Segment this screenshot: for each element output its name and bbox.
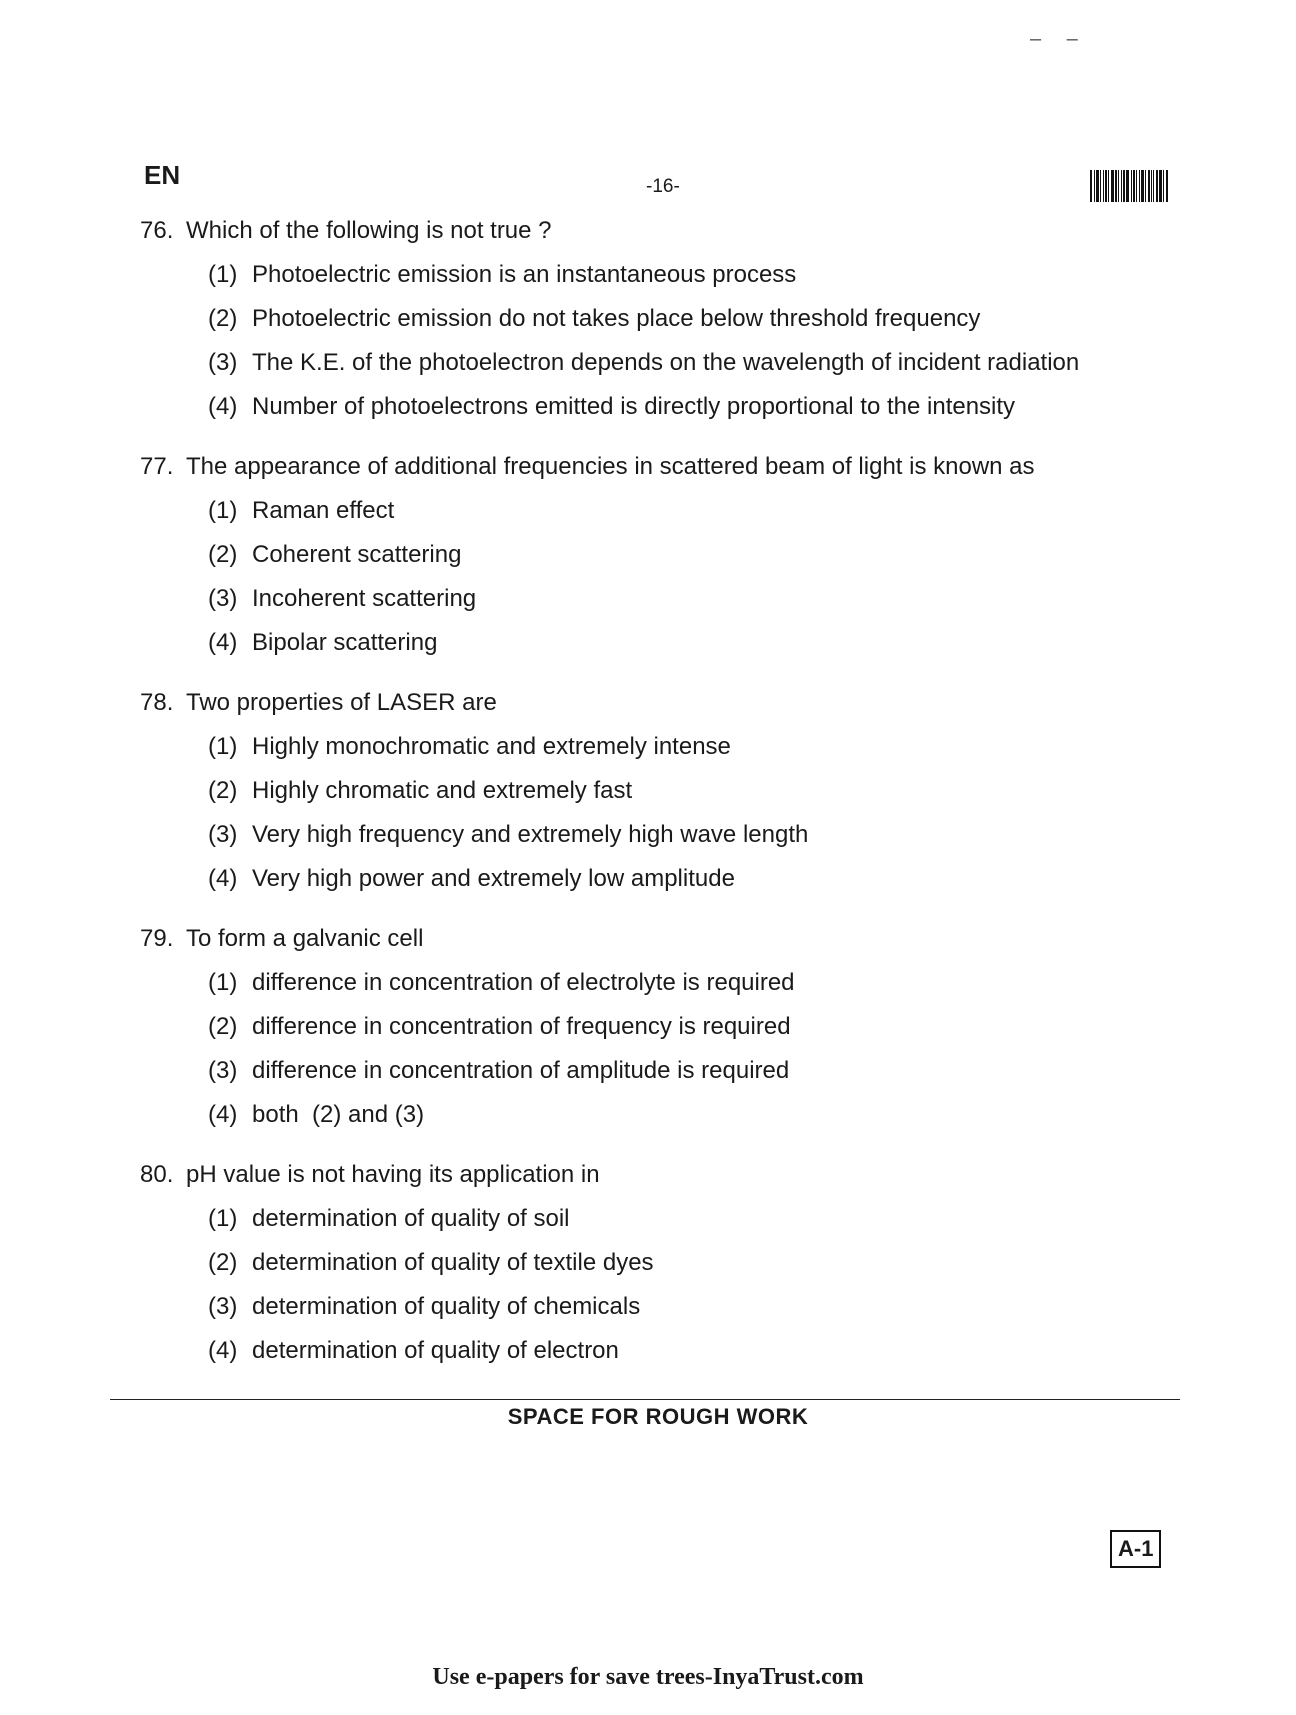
question-text: To form a galvanic cell [186, 925, 424, 952]
option [208, 966, 1160, 1000]
barcode-bar [1121, 170, 1122, 202]
option-number: (2) [208, 777, 238, 804]
question-list [140, 214, 1160, 1394]
barcode-bar [1151, 170, 1152, 202]
question-80 [140, 1158, 1160, 1368]
set-code-box: A-1 [1110, 1530, 1161, 1568]
option-number: (2) [208, 305, 238, 332]
option-text: Incoherent scattering [252, 585, 477, 612]
option-text: Bipolar scattering [252, 629, 438, 656]
option-text: Raman effect [252, 497, 395, 524]
option [208, 390, 1160, 424]
page-number: -16- [646, 176, 680, 197]
top-margin-marks: – – [1030, 28, 1088, 50]
language-code: EN [144, 160, 181, 190]
option-number: (3) [208, 1057, 238, 1084]
barcode-bar [1100, 170, 1101, 202]
question-stem [140, 922, 1160, 956]
question-stem [140, 686, 1160, 720]
option [208, 862, 1160, 896]
option-number: (3) [208, 585, 238, 612]
option-text: The K.E. of the photoelectron depends on the wavelength of incident radiation [252, 349, 1080, 376]
option [208, 538, 1160, 572]
option-number: (3) [208, 821, 238, 848]
option-text: Highly chromatic and extremely fast [252, 777, 633, 804]
option-number: (4) [208, 1337, 238, 1364]
option [208, 346, 1160, 380]
barcode-bar [1096, 170, 1099, 202]
option [208, 302, 1160, 336]
option-text: determination of quality of electron [252, 1337, 619, 1364]
barcode-bar [1148, 170, 1150, 202]
option-number: (1) [208, 969, 238, 996]
divider-line [110, 1399, 1180, 1400]
option-text: Very high frequency and extremely high wave length [252, 821, 809, 848]
barcode-bar [1133, 170, 1135, 202]
question-number: 78. [140, 689, 174, 716]
option-list [208, 1202, 1160, 1368]
option-number: (4) [208, 393, 238, 420]
option-text: Highly monochromatic and extremely intense [252, 733, 731, 760]
barcode-bar [1136, 170, 1137, 202]
option-text: determination of quality of soil [252, 1205, 570, 1232]
option-list [208, 258, 1160, 424]
option [208, 1054, 1160, 1088]
barcode-bar [1126, 170, 1129, 202]
option-number: (4) [208, 865, 238, 892]
barcode-bar [1141, 170, 1144, 202]
option-number: (4) [208, 629, 238, 656]
question-78 [140, 686, 1160, 896]
option-number: (4) [208, 1101, 238, 1128]
question-number: 80. [140, 1161, 174, 1188]
barcode-bar [1115, 170, 1117, 202]
barcode-bar [1118, 170, 1119, 202]
question-number: 77. [140, 453, 174, 480]
question-number: 76. [140, 217, 174, 244]
option-number: (1) [208, 1205, 238, 1232]
barcode-bar [1131, 170, 1132, 202]
barcode-bar [1123, 170, 1125, 202]
barcode-bar [1108, 170, 1109, 202]
option [208, 494, 1160, 528]
barcode-bar [1090, 170, 1092, 202]
option [208, 1246, 1160, 1280]
option [208, 582, 1160, 616]
option-text: both (2) and (3) [252, 1101, 425, 1128]
option [208, 1202, 1160, 1236]
option-text: Coherent scattering [252, 541, 462, 568]
option-number: (1) [208, 497, 238, 524]
question-76 [140, 214, 1160, 424]
option-text: Photoelectric emission do not takes place below threshold frequency [252, 305, 981, 332]
option-number: (2) [208, 1013, 238, 1040]
barcode-bar [1166, 170, 1168, 202]
option [208, 626, 1160, 660]
barcode-bar [1159, 170, 1162, 202]
option [208, 1098, 1160, 1132]
option-number: (3) [208, 1293, 238, 1320]
option-text: determination of quality of chemicals [252, 1293, 641, 1320]
option [208, 258, 1160, 292]
barcode-bar [1139, 170, 1140, 202]
barcode-bar [1094, 170, 1095, 202]
barcode-bar [1103, 170, 1104, 202]
option-text: Very high power and extremely low amplitude [252, 865, 735, 892]
option-number: (2) [208, 541, 238, 568]
footer-text: Use e-papers for save trees-InyaTrust.com [432, 1664, 864, 1690]
option-list [208, 730, 1160, 896]
option-number: (1) [208, 261, 238, 288]
question-text: Two properties of LASER are [186, 689, 497, 716]
option-text: difference in concentration of electrolyte is required [252, 969, 795, 996]
barcode [1090, 170, 1190, 202]
option-list [208, 494, 1160, 660]
option [208, 1010, 1160, 1044]
question-stem [140, 1158, 1160, 1192]
option [208, 1334, 1160, 1368]
question-text: The appearance of additional frequencies in scattered beam of light is known as [186, 453, 1035, 480]
option [208, 730, 1160, 764]
barcode-bar [1111, 170, 1114, 202]
barcode-bar [1105, 170, 1107, 202]
option-list [208, 966, 1160, 1132]
question-stem [140, 450, 1160, 484]
option-number: (2) [208, 1249, 238, 1276]
barcode-bar [1145, 170, 1146, 202]
option [208, 1290, 1160, 1324]
question-77 [140, 450, 1160, 660]
question-number: 79. [140, 925, 174, 952]
barcode-bar [1163, 170, 1164, 202]
option-text: Photoelectric emission is an instantaneous process [252, 261, 797, 288]
question-text: Which of the following is not true ? [186, 217, 552, 244]
option-text: difference in concentration of frequency is required [252, 1013, 791, 1040]
question-stem [140, 214, 1160, 248]
option-text: Number of photoelectrons emitted is directly proportional to the intensity [252, 393, 1016, 420]
rough-work-label: SPACE FOR ROUGH WORK [507, 1404, 809, 1429]
question-79 [140, 922, 1160, 1132]
option-text: determination of quality of textile dyes [252, 1249, 654, 1276]
option-text: difference in concentration of amplitude is required [252, 1057, 790, 1084]
option-number: (3) [208, 349, 238, 376]
option [208, 818, 1160, 852]
option [208, 774, 1160, 808]
question-text: pH value is not having its application in [186, 1161, 600, 1188]
barcode-bar [1156, 170, 1158, 202]
option-number: (1) [208, 733, 238, 760]
barcode-bar [1153, 170, 1154, 202]
